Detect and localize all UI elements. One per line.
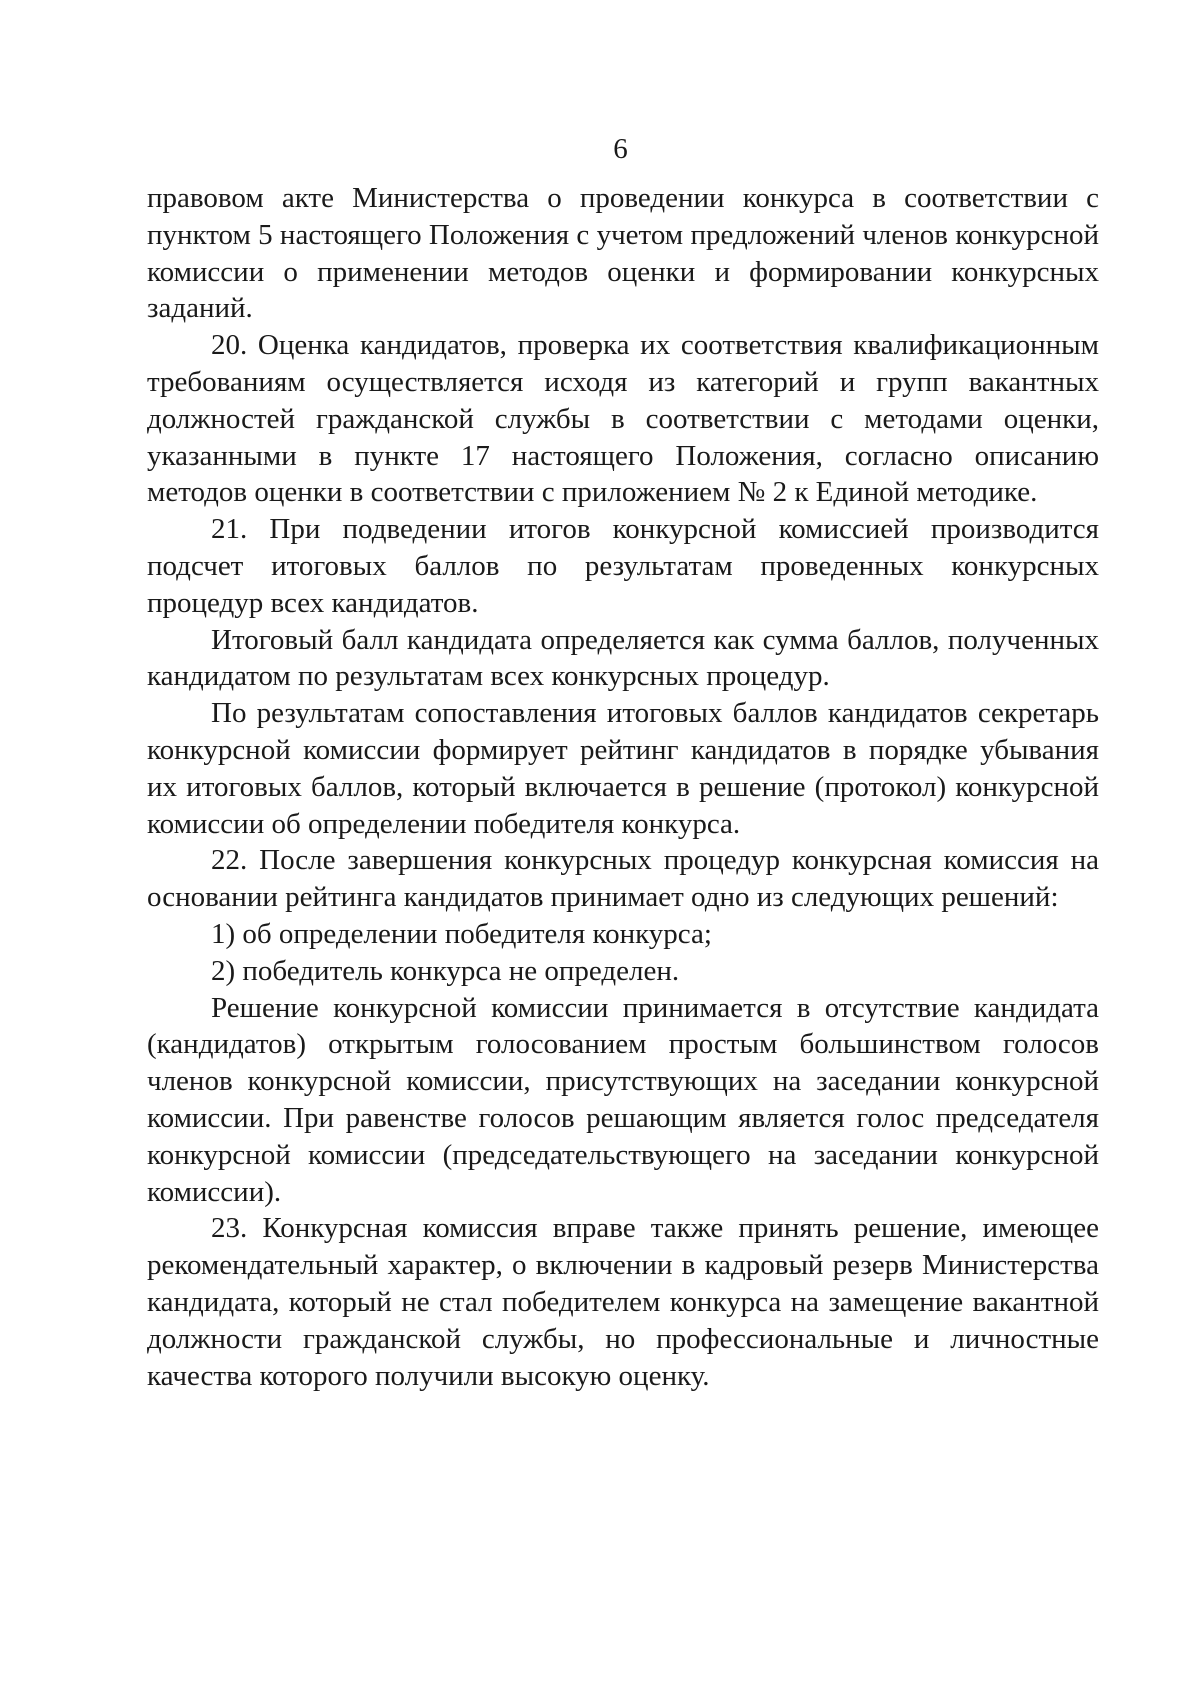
list-item-1: 1) об определении победителя конкурса; — [211, 917, 712, 950]
paragraph-item-21: 21. При подведении итогов конкурсной комиссией производится подсчет итоговых баллов по результатам проведенных конкурсных процедур всех кандидатов. — [147, 513, 1099, 619]
paragraph-continuation: правовом акте Министерства о проведении конкурса в соответствии с пунктом 5 настоящего Положения с учетом предложений членов конкурсной комиссии о применении методов оценки и формировании конкурсных заданий. — [147, 182, 1099, 325]
paragraph-item-22: 22. После завершения конкурсных процедур конкурсная комиссия на основании рейтинга кандидатов принимает одно из следующих решений: — [147, 844, 1099, 914]
paragraph-rating: По результатам сопоставления итоговых баллов кандидатов секретарь конкурсной комиссии формирует рейтинг кандидатов в порядке убывания их итоговых баллов, который включается в решение (протокол) конкурсной комиссии об определении победителя конкурса. — [147, 697, 1099, 840]
document-body — [147, 180, 1099, 1394]
list-item-2: 2) победитель конкурса не определен. — [211, 954, 680, 987]
paragraph-item-20: 20. Оценка кандидатов, проверка их соответствия квалификационным требованиям осуществляется исходя из категорий и групп вакантных должностей гражданской службы в соответствии с методами оценки, указанными в пункте 17 настоящего Положения, согласно описанию методов оценки в соответствии с приложением № 2 к Единой методике. — [147, 329, 1099, 509]
paragraph-item-23: 23. Конкурсная комиссия вправе также принять решение, имеющее рекомендательный характер, о включении в кадровый резерв Министерства кандидата, который не стал победителем конкурса на замещение вакантной должности гражданской службы, но профессиональные и личностные качества которого получили высокую оценку. — [147, 1212, 1099, 1392]
paragraph-decision: Решение конкурсной комиссии принимается в отсутствие кандидата (кандидатов) открытым голосованием простым большинством голосов членов конкурсной комиссии, присутствующих на заседании конкурсной комиссии. При равенстве голосов решающим является голос председателя конкурсной комиссии (председательствующего на заседании конкурсной комиссии). — [147, 991, 1099, 1208]
page-number: 6 — [613, 133, 628, 165]
paragraph-final-score: Итоговый балл кандидата определяется как сумма баллов, полученных кандидатом по результатам всех конкурсных процедур. — [147, 623, 1099, 693]
